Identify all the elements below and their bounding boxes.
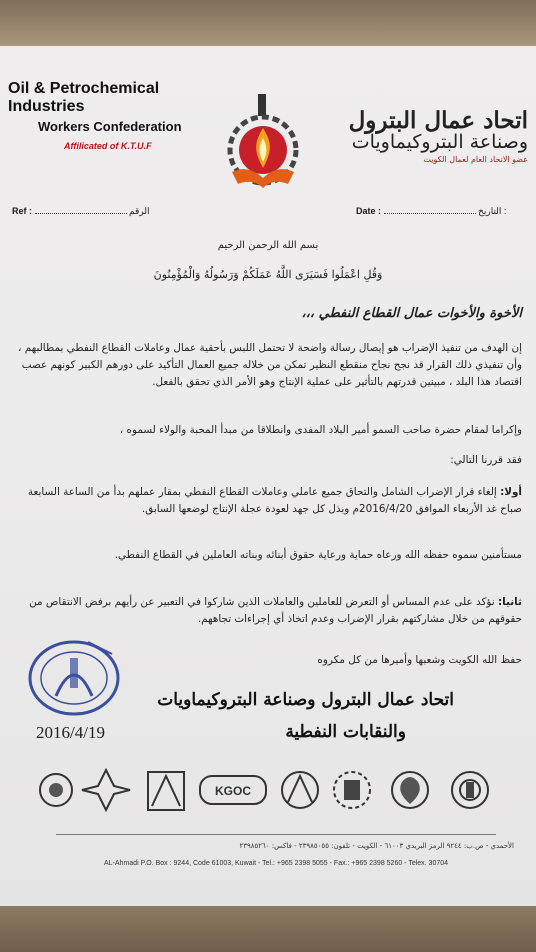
union-logos-row: [32, 762, 512, 822]
footer-address-arabic: الأحمدي - ص.ب: ٩٢٤٤ الرمز البريدي ٦١٠٠٣ - الكويت - تلفون: ٢٣٩٨٥٠٥٥ - فاكس: ٢٣٩٨٥٢٦٠: [239, 842, 514, 850]
paragraph-5: مستأمنين سموه حفظه الله ورعاه حماية ورعاية حقوق أبنائه وبناته العاملين في القطاع النفطي.: [114, 549, 522, 561]
confederation-logo-icon: [218, 92, 308, 192]
kgoc-logo-icon: [200, 776, 266, 804]
arabic-affiliation: عضو الاتحاد العام لعمال الكويت: [423, 155, 528, 164]
signature-date: 2016/4/19: [36, 723, 105, 742]
second-label: ثانيا:: [497, 596, 522, 608]
union-logo-icon: [82, 770, 130, 810]
closing-prayer: حفظ الله الكويت وشعبها وأميرها من كل مكروه: [317, 654, 522, 666]
english-letterhead: [8, 80, 208, 151]
signature-line-2: والنقابات النفطية: [285, 722, 406, 742]
paragraph-first-decision: [14, 484, 522, 518]
paragraph-3: فقد قررنا التالي:: [450, 454, 522, 466]
date-field: [356, 206, 506, 217]
footer-address-english: AL-Ahmadi P.O. Box : 9244, Code 61003, Kuwait - Tel.: +965 2398 5055 - Fax.: +965 2398 5260 - Telex. 30704: [104, 860, 449, 867]
letter-salutation: الأخوة والأخوات عمال القطاع النفطي ،،،: [301, 306, 522, 321]
ref-label-en: Ref :: [12, 206, 32, 216]
union-logo-icon: [392, 772, 428, 808]
arabic-letterhead: [308, 108, 528, 164]
arabic-subtitle: وصناعة البتروكيماويات: [351, 131, 528, 153]
union-logo-icon: [282, 772, 318, 808]
paragraph-2: وإكراما لمقام حضرة صاحب السمو أمير البلاد المفدى وانطلاقا من مبدأ المحبة والولاء لسموه ،: [119, 424, 522, 436]
union-logo-icon: [40, 774, 72, 806]
second-decision-text: نؤكد على عدم المساس أو التعرض للعاملين والعاملات الذين شاركوا في التعبير عن رأيهم برفض الانتقاص من حقوقهم من خلال مشاركتهم بقرار الإضراب وعدم اتخاذ أي إجراءات تجاههم.: [29, 596, 522, 625]
ref-label-ar: الرقم: [129, 206, 150, 216]
signature-line-1: اتحاد عمال البترول وصناعة البتروكيماويات: [157, 690, 454, 710]
svg-text:KGOC: KGOC: [215, 784, 251, 798]
date-label-en: Date :: [356, 206, 382, 216]
first-label: أولا:: [500, 486, 522, 498]
official-stamp-icon: [26, 634, 126, 726]
union-logo-icon: [452, 772, 488, 808]
paragraph-second-decision: [14, 594, 522, 628]
arabic-title: اتحاد عمال البترول: [348, 107, 528, 134]
background-top: [0, 0, 536, 46]
english-affiliation: Affilicated of K.T.U.F: [64, 141, 152, 151]
background-bottom: [0, 906, 536, 952]
ref-field: [12, 206, 150, 217]
english-title: Oil & Petrochemical Industries: [8, 80, 160, 115]
footer-divider: [56, 834, 496, 835]
paragraph-1: إن الهدف من تنفيذ الإضراب هو إيصال رسالة واضحة لا تحتمل اللبس بأحقية عمال وعاملات القطاع النفطي بمطالبهم ، وأن تنفيذي ذلك القرار قد نجح نجاح منقطع النظير تمكن من خلاله جميع العمال التأكيد على دورهم الكبير كونهم عصب اقتصاد هذا البلد ، مبينين قدرتهم بالتأثير على عملية الإنتاج وهو الأمر الذي تحقق بالفعل.: [18, 342, 522, 388]
quran-verse: وَقُلِ اعْمَلُوا فَسَيَرَى اللَّهُ عَمَلَكُمْ وَرَسُولُهُ وَالْمُؤْمِنُونَ: [153, 268, 383, 281]
basmala: بسم الله الرحمن الرحيم: [217, 240, 319, 251]
union-logo-icon: [334, 772, 370, 808]
date-label-ar: التاريخ :: [478, 206, 507, 216]
english-subtitle: Workers Confederation: [38, 119, 182, 134]
first-decision-text: إلغاء قرار الإضراب الشامل والتحاق جميع عاملي وعاملات القطاع النفطي بمقار عملهم بدأ من الساعة السابعة صباح غد الأربعاء الموافق 2016/4/20م وبذل كل جهد لعودة عجلة الإنتاج لوضعها السابق.: [27, 486, 522, 515]
union-logo-icon: [148, 772, 184, 810]
